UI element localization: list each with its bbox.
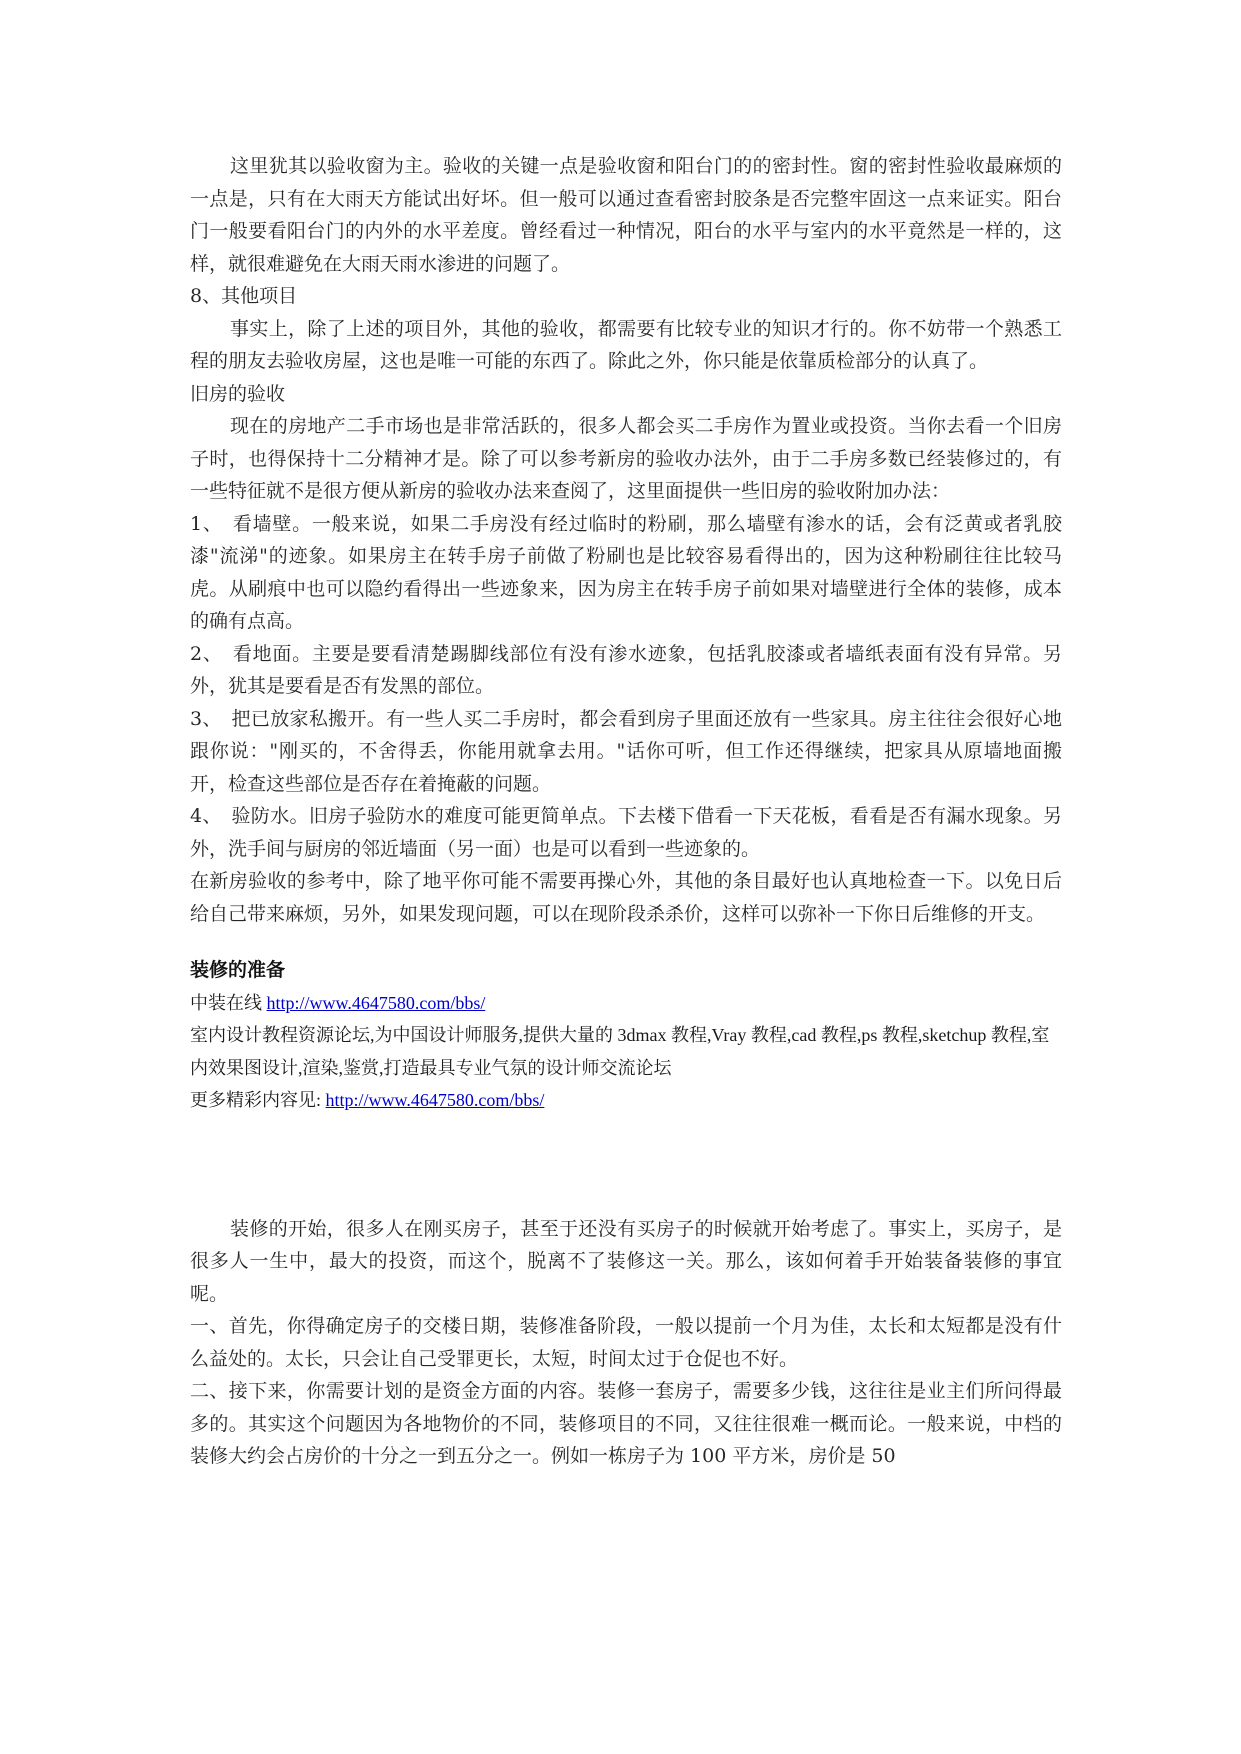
ad-site-name: 中装在线: [190, 992, 267, 1013]
list-item-furniture: 3、 把已放家私搬开。有一些人买二手房时，都会看到房子里面还放有一些家具。房主往往会很好心地跟你说："刚买的，不舍得丢，你能用就拿去用。"话你可听，但工作还得继续，把家具从原墙地面搬开，检查这些部位是否存在着掩蔽的问题。: [190, 707, 1062, 795]
ad-more-label: 更多精彩内容见:: [190, 1090, 326, 1110]
old-house-title: 旧房的验收: [190, 382, 286, 405]
ad-description: 室内设计教程资源论坛,为中国设计师服务,提供大量的 3dmax 教程,Vray 教程,cad 教程,ps 教程,sketchup 教程,室内效果图设计,渲染,鉴赏,打造最具专业气氛的设计师交流论坛: [190, 1025, 1050, 1078]
spacer: [190, 930, 1062, 954]
paragraph-step-2: 二、接下来，你需要计划的是资金方面的内容。装修一套房子，需要多少钱，这往往是业主们所问得最多的。其实这个问题因为各地物价的不同，装修项目的不同，又往往很难一概而论。一般来说，中档的装修大约会占房价的十分之一到五分之一。例如一栋房子为 100 平方米，房价是 50: [190, 1380, 1062, 1467]
ad-line-3: [190, 1084, 1062, 1117]
ad-link-2[interactable]: http://www.4647580.com/bbs/: [325, 1090, 545, 1110]
section-heading: 装修的准备: [190, 959, 286, 981]
spacer: [190, 1117, 1062, 1213]
ad-line-1: [190, 987, 1062, 1020]
paragraph-window-inspection: 这里犹其以验收窗为主。验收的关键一点是验收窗和阳台门的的密封性。窗的密封性验收最麻烦的一点是，只有在大雨天方能试出好坏。但一般可以通过查看密封胶条是否完整牢固这一点来证实。阳台门一般要看阳台门的内外的水平差度。曾经看过一种情况，阳台的水平与室内的水平竟然是一样的，这样，就很难避免在大雨天雨水渗进的问题了。: [190, 155, 1062, 275]
list-item-walls: 1、 看墙壁。一般来说，如果二手房没有经过临时的粉刷，那么墙壁有渗水的话，会有泛黄或者乳胶漆"流涕"的迹象。如果房主在转手房子前做了粉刷也是比较容易看得出的，因为这种粉刷往往比较马虎。从刷痕中也可以隐约看得出一些迹象来，因为房主在转手房子前如果对墙壁进行全体的装修，成本的确有点高。: [190, 512, 1062, 632]
paragraph-other-items: 事实上，除了上述的项目外，其他的验收，都需要有比较专业的知识才行的。你不妨带一个熟悉工程的朋友去验收房屋，这也是唯一可能的东西了。除此之外，你只能是依靠质检部分的认真了。: [190, 317, 1062, 372]
ad-link-1[interactable]: http://www.4647580.com/bbs/: [266, 992, 486, 1013]
list-item-floor: 2、 看地面。主要是要看清楚踢脚线部位有没有渗水迹象，包括乳胶漆或者墙纸表面有没有异常。另外，犹其是要看是否有发黑的部位。: [190, 642, 1062, 697]
document-page: [190, 150, 1062, 1473]
item-8-heading: 8、其他项目: [190, 285, 298, 307]
list-item-waterproof: 4、 验防水。旧房子验防水的难度可能更简单点。下去楼下借看一下天花板，看看是否有漏水现象。另外，洗手间与厨房的邻近墙面（另一面）也是可以看到一些迹象的。: [190, 805, 1062, 860]
paragraph-old-house-intro: 现在的房地产二手市场也是非常活跃的，很多人都会买二手房作为置业或投资。当你去看一个旧房子时，也得保持十二分精神才是。除了可以参考新房的验收办法外，由于二手房多数已经装修过的，有一些特征就不是很方便从新房的验收办法来查阅了，这里面提供一些旧房的验收附加办法：: [190, 415, 1062, 502]
paragraph-new-house-reference: 在新房验收的参考中，除了地平你可能不需要再操心外，其他的条目最好也认真地检查一下。以免日后给自己带来麻烦，另外，如果发现问题，可以在现阶段杀杀价，这样可以弥补一下你日后维修的开支。: [190, 870, 1062, 925]
paragraph-step-1: 一、首先，你得确定房子的交楼日期，装修准备阶段，一般以提前一个月为佳，太长和太短都是没有什么益处的。太长，只会让自己受罪更长，太短，时间太过于仓促也不好。: [190, 1315, 1062, 1370]
paragraph-renovation-start: 装修的开始，很多人在刚买房子，甚至于还没有买房子的时候就开始考虑了。事实上，买房子，是很多人一生中，最大的投资，而这个，脱离不了装修这一关。那么，该如何着手开始装备装修的事宜呢。: [190, 1217, 1062, 1305]
